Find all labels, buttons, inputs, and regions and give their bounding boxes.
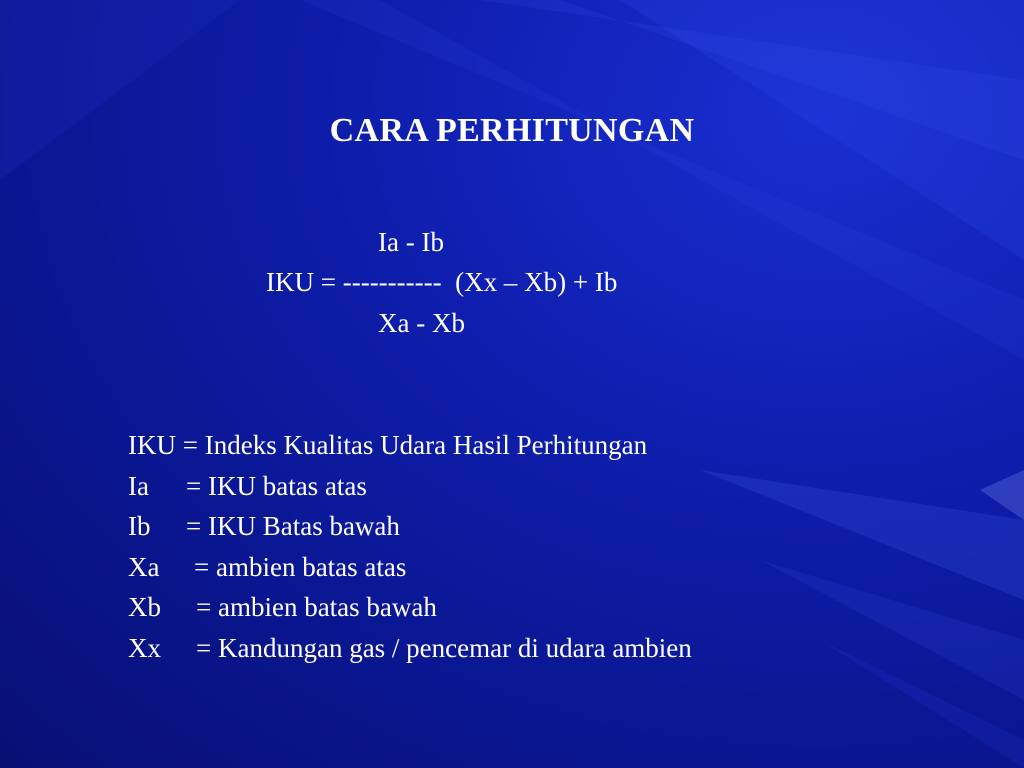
definition-symbol: Ib bbox=[128, 511, 151, 541]
definition-symbol: Ia bbox=[128, 470, 149, 501]
definition-iku bbox=[128, 425, 692, 466]
definition-text: = IKU batas atas bbox=[186, 470, 367, 501]
definition-xa bbox=[128, 547, 692, 588]
formula-numerator: Ia - Ib bbox=[378, 227, 444, 257]
formula-denominator: Xa - Xb bbox=[378, 308, 465, 338]
definition-symbol: Xx bbox=[128, 632, 161, 663]
definition-text: IKU = Indeks Kualitas Udara Hasil Perhitungan bbox=[128, 430, 648, 460]
definition-symbol: Xa bbox=[128, 551, 160, 582]
slide-title: CARA PERHITUNGAN bbox=[329, 112, 695, 149]
definition-text: = ambien batas atas bbox=[194, 551, 407, 582]
definitions-list bbox=[128, 425, 692, 668]
definition-text: = ambien batas bawah bbox=[196, 592, 437, 622]
definition-xx bbox=[128, 628, 692, 669]
formula-main-line: IKU = ----------- (Xx – Xb) + Ib bbox=[266, 267, 618, 297]
definition-ib bbox=[128, 506, 692, 547]
definition-xb bbox=[128, 587, 692, 628]
definition-text: = IKU Batas bawah bbox=[186, 511, 400, 541]
definition-text: = Kandungan gas / pencemar di udara ambien bbox=[196, 632, 692, 663]
definition-symbol: Xb bbox=[128, 592, 161, 622]
definition-ia bbox=[128, 466, 692, 507]
